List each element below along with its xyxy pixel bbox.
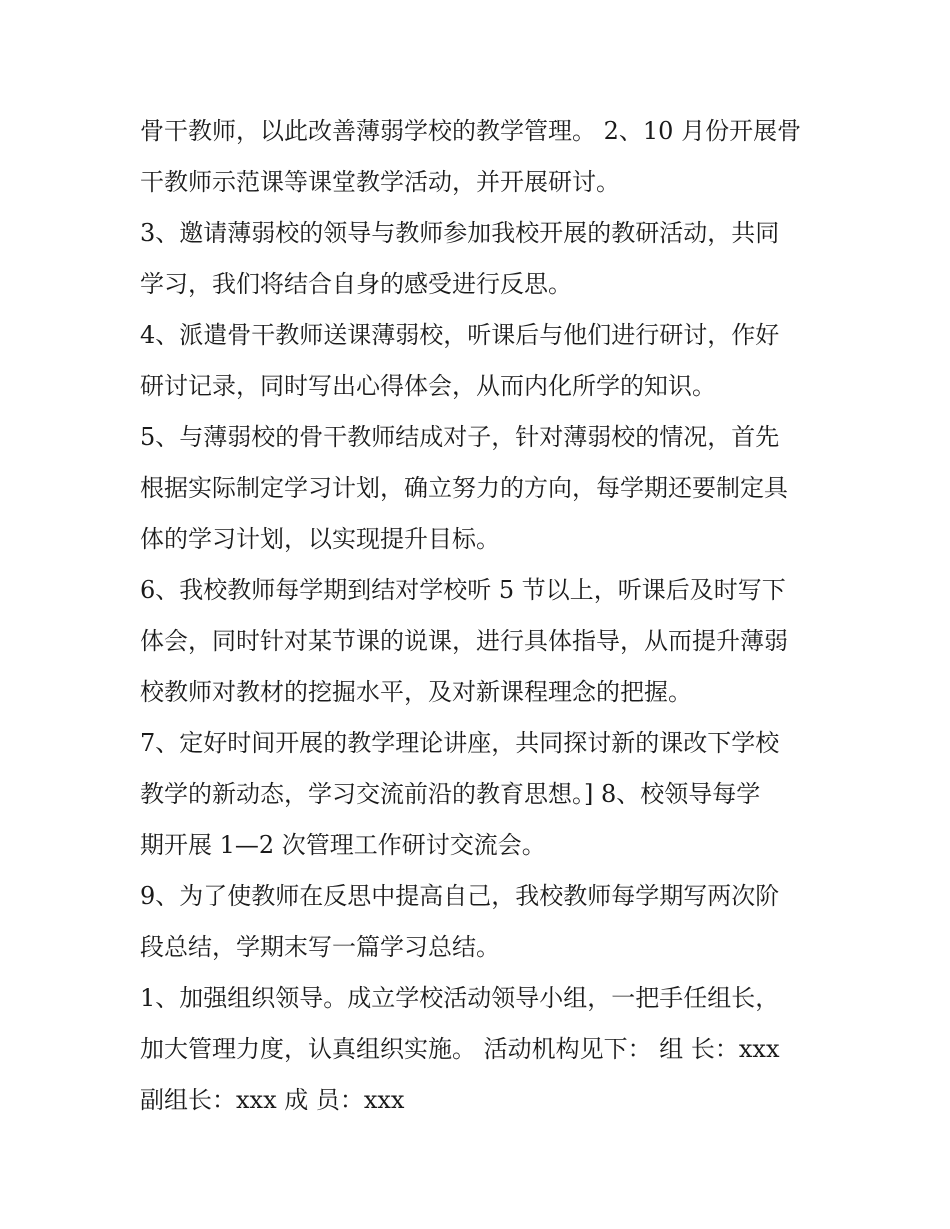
text-line: 加大管理力度，认真组织实施。 活动机构见下： 组 长：xxx [140, 1035, 780, 1063]
text-line: 研讨记录，同时写出心得体会，从而内化所学的知识。 [140, 372, 716, 400]
text-line: 段总结，学期末写一篇学习总结。 [140, 933, 500, 961]
text-line: 教学的新动态，学习交流前沿的教育思想。] 8、校领导每学 [140, 780, 761, 808]
text-line: 9、为了使教师在反思中提高自己，我校教师每学期写两次阶 [140, 882, 780, 910]
text-line: 干教师示范课等课堂教学活动，并开展研讨。 [140, 168, 620, 196]
text-line: 校教师对教材的挖掘水平，及对新课程理念的把握。 [140, 678, 692, 706]
text-line: 学习，我们将结合自身的感受进行反思。 [140, 270, 572, 298]
text-line: 5、与薄弱校的骨干教师结成对子，针对薄弱校的情况，首先 [140, 423, 780, 451]
text-line: 1、加强组织领导。成立学校活动领导小组，一把手任组长， [140, 984, 780, 1012]
text-line: 3、邀请薄弱校的领导与教师参加我校开展的教研活动，共同 [140, 219, 780, 247]
text-line: 体的学习计划，以实现提升目标。 [140, 525, 500, 553]
text-line: 7、定好时间开展的教学理论讲座，共同探讨新的课改下学校 [140, 729, 780, 757]
text-line: 根据实际制定学习计划，确立努力的方向，每学期还要制定具 [140, 474, 788, 502]
text-line: 6、我校教师每学期到结对学校听 5 节以上，听课后及时写下 [140, 576, 786, 604]
text-line: 骨干教师，以此改善薄弱学校的教学管理。 2、10 月份开展骨 [140, 117, 802, 145]
text-line: 体会，同时针对某节课的说课，进行具体指导，从而提升薄弱 [140, 627, 788, 655]
text-line: 副组长：xxx 成 员：xxx [140, 1086, 405, 1114]
text-line: 期开展 1—2 次管理工作研讨交流会。 [140, 831, 546, 859]
text-line: 4、派遣骨干教师送课薄弱校，听课后与他们进行研讨，作好 [140, 321, 780, 349]
